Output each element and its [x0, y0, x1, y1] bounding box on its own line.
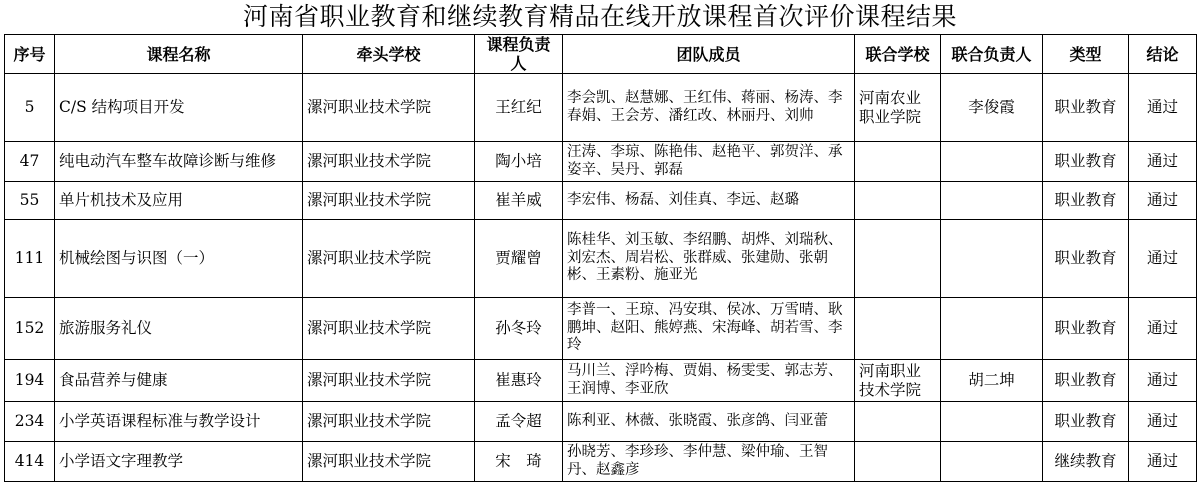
cell-members: 孙晓芳、李珍珍、李仲慧、梁仲瑜、王智丹、赵鑫彦: [563, 442, 855, 482]
table-row: [5, 442, 1197, 482]
cell-type: 职业教育: [1043, 182, 1129, 220]
cell-members: 陈利亚、林薇、张晓霞、张彦鸽、闫亚蕾: [563, 402, 855, 442]
cell-leader: 宋 琦: [475, 442, 563, 482]
cell-leader: 崔羊威: [475, 182, 563, 220]
cell-joint-school: [855, 220, 941, 298]
cell-members: 马川兰、浮吟梅、贾娟、杨雯雯、郭志芳、王润博、李亚欣: [563, 360, 855, 402]
header-leader: 课程负责人: [475, 35, 563, 74]
cell-school: 漯河职业技术学院: [303, 298, 475, 360]
cell-type: 职业教育: [1043, 298, 1129, 360]
header-members: 团队成员: [563, 35, 855, 74]
cell-members: 李会凯、赵慧娜、王红伟、蒋丽、杨涛、李春娟、王会芳、潘红改、林丽丹、刘帅: [563, 74, 855, 142]
cell-leader: 崔惠玲: [475, 360, 563, 402]
cell-joint-school: [855, 402, 941, 442]
cell-members: 陈桂华、刘玉敏、李绍鹏、胡烨、刘瑞秋、刘宏杰、周岩松、张群威、张建勋、张朝彬、王素粉、施亚光: [563, 220, 855, 298]
table-row: [5, 298, 1197, 360]
cell-school: 漯河职业技术学院: [303, 360, 475, 402]
cell-school: 漯河职业技术学院: [303, 142, 475, 182]
table-row: [5, 74, 1197, 142]
cell-joint-leader: [941, 442, 1043, 482]
cell-result: 通过: [1129, 298, 1197, 360]
cell-members: 李宏伟、杨磊、刘佳真、李远、赵璐: [563, 182, 855, 220]
cell-type: 职业教育: [1043, 220, 1129, 298]
cell-course: 小学英语课程标准与教学设计: [55, 402, 303, 442]
cell-joint-school: [855, 182, 941, 220]
header-result: 结论: [1129, 35, 1197, 74]
cell-result: 通过: [1129, 74, 1197, 142]
cell-course: 纯电动汽车整车故障诊断与维修: [55, 142, 303, 182]
cell-leader: 王红纪: [475, 74, 563, 142]
cell-no: 234: [5, 402, 55, 442]
cell-type: 职业教育: [1043, 142, 1129, 182]
cell-result: 通过: [1129, 182, 1197, 220]
results-table: [4, 34, 1197, 482]
header-school: 牵头学校: [303, 35, 475, 74]
cell-result: 通过: [1129, 142, 1197, 182]
cell-no: 152: [5, 298, 55, 360]
cell-result: 通过: [1129, 402, 1197, 442]
table-row: [5, 182, 1197, 220]
cell-joint-leader: [941, 182, 1043, 220]
cell-no: 55: [5, 182, 55, 220]
cell-no: 194: [5, 360, 55, 402]
cell-school: 漯河职业技术学院: [303, 74, 475, 142]
cell-course: 旅游服务礼仪: [55, 298, 303, 360]
cell-type: 继续教育: [1043, 442, 1129, 482]
cell-leader: 陶小培: [475, 142, 563, 182]
cell-course: 单片机技术及应用: [55, 182, 303, 220]
header-course: 课程名称: [55, 35, 303, 74]
cell-course: C/S 结构项目开发: [55, 74, 303, 142]
cell-members: 汪涛、李琼、陈艳伟、赵艳平、郭贺洋、承姿辛、吴丹、郭磊: [563, 142, 855, 182]
cell-result: 通过: [1129, 220, 1197, 298]
cell-school: 漯河职业技术学院: [303, 182, 475, 220]
cell-leader: 贾耀曾: [475, 220, 563, 298]
cell-members: 李普一、王琼、冯安琪、侯冰、万雪晴、耿鹏坤、赵阳、熊婷燕、宋海峰、胡若雪、李玲: [563, 298, 855, 360]
header-no: 序号: [5, 35, 55, 74]
header-joint-leader: 联合负责人: [941, 35, 1043, 74]
cell-joint-school: [855, 298, 941, 360]
table-row: [5, 142, 1197, 182]
cell-no: 414: [5, 442, 55, 482]
cell-result: 通过: [1129, 360, 1197, 402]
cell-course: 小学语文字理教学: [55, 442, 303, 482]
cell-joint-leader: [941, 402, 1043, 442]
header-joint-school: 联合学校: [855, 35, 941, 74]
cell-joint-leader: 胡二坤: [941, 360, 1043, 402]
cell-joint-leader: [941, 298, 1043, 360]
cell-joint-leader: 李俊霞: [941, 74, 1043, 142]
cell-school: 漯河职业技术学院: [303, 442, 475, 482]
cell-leader: 孙冬玲: [475, 298, 563, 360]
cell-joint-school: 河南农业职业学院: [855, 74, 941, 142]
cell-school: 漯河职业技术学院: [303, 402, 475, 442]
table-row: [5, 220, 1197, 298]
cell-joint-school: 河南职业技术学院: [855, 360, 941, 402]
cell-joint-school: [855, 442, 941, 482]
cell-no: 5: [5, 74, 55, 142]
cell-type: 职业教育: [1043, 402, 1129, 442]
cell-type: 职业教育: [1043, 74, 1129, 142]
cell-course: 食品营养与健康: [55, 360, 303, 402]
cell-course: 机械绘图与识图（一）: [55, 220, 303, 298]
cell-no: 111: [5, 220, 55, 298]
table-row: [5, 360, 1197, 402]
cell-leader: 孟令超: [475, 402, 563, 442]
cell-joint-leader: [941, 220, 1043, 298]
header-type: 类型: [1043, 35, 1129, 74]
cell-joint-leader: [941, 142, 1043, 182]
page-title: 河南省职业教育和继续教育精品在线开放课程首次评价课程结果: [242, 2, 957, 31]
cell-type: 职业教育: [1043, 360, 1129, 402]
table-row: [5, 402, 1197, 442]
cell-school: 漯河职业技术学院: [303, 220, 475, 298]
header-row: [5, 35, 1197, 74]
cell-joint-school: [855, 142, 941, 182]
cell-no: 47: [5, 142, 55, 182]
cell-result: 通过: [1129, 442, 1197, 482]
